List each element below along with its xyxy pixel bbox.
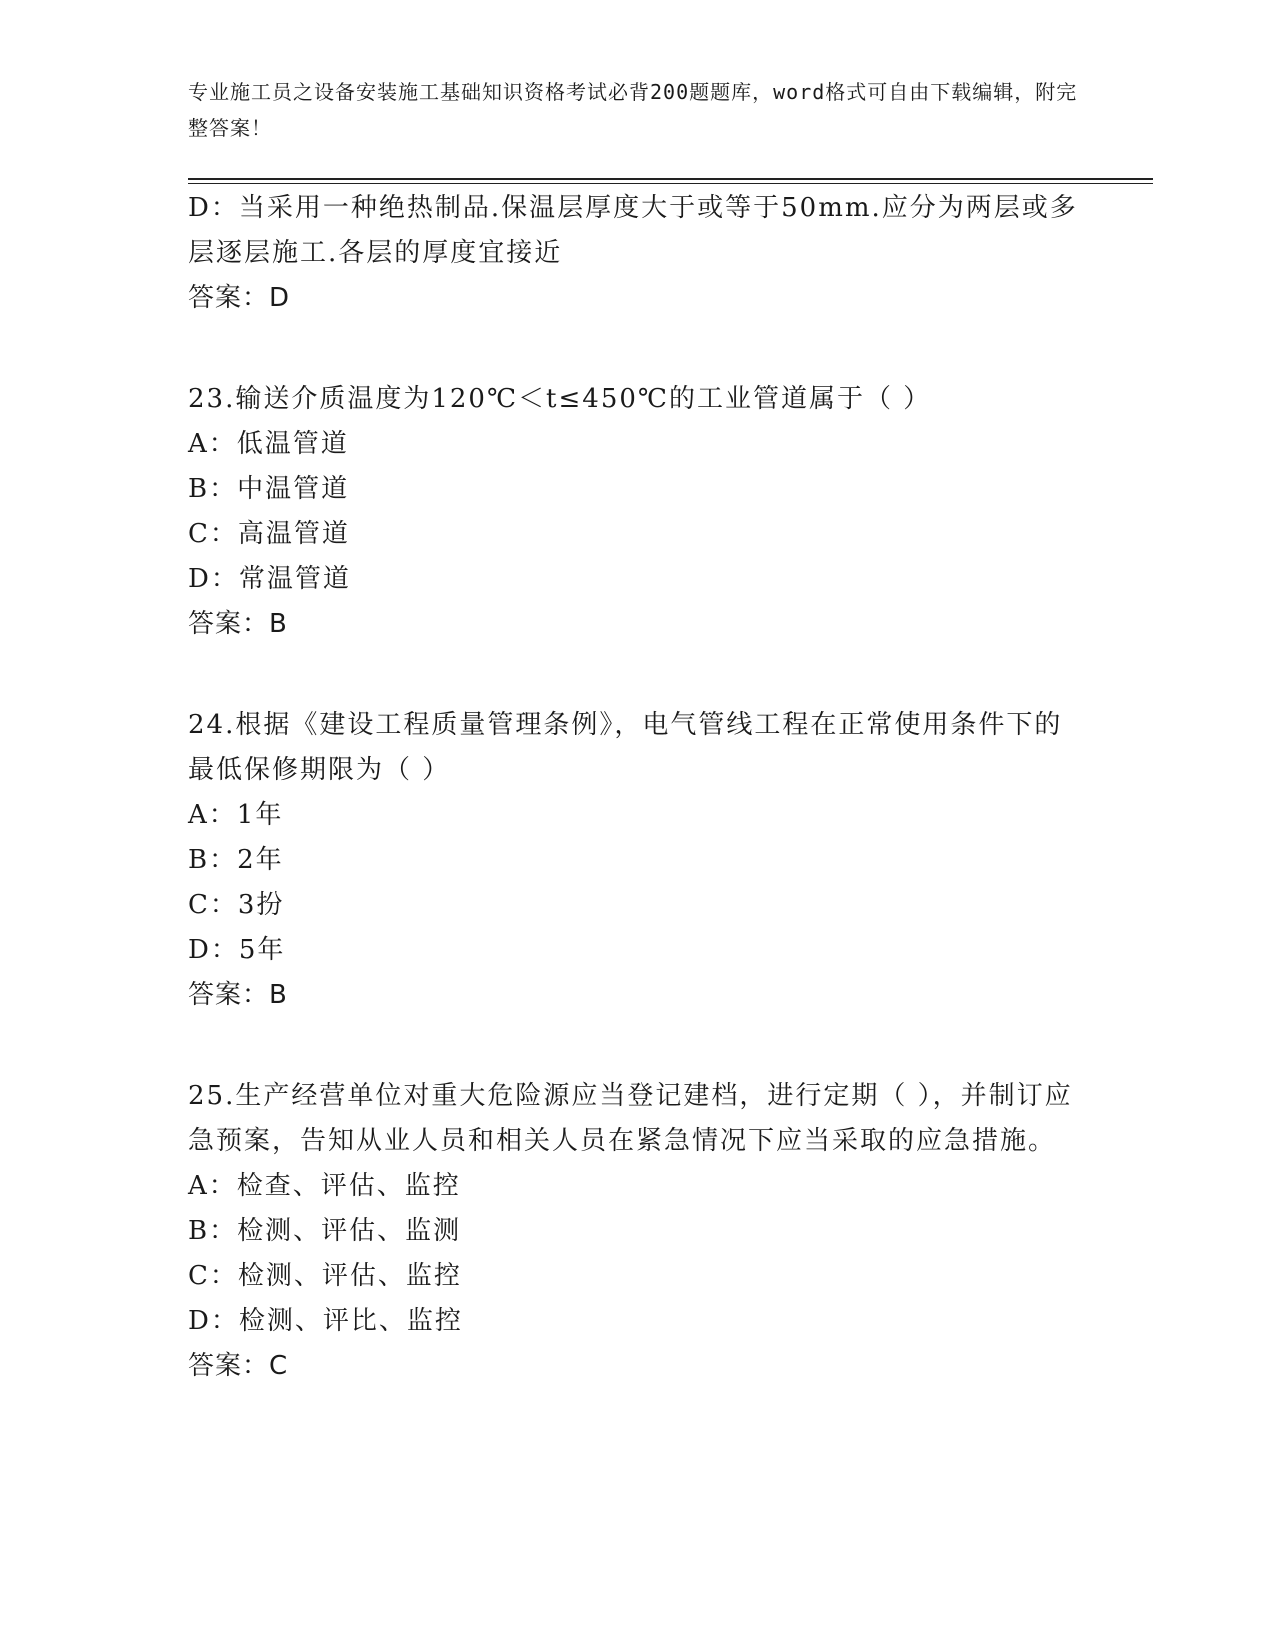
answer-label: 答案：D	[188, 283, 291, 313]
option-c: C：3扮	[188, 890, 285, 920]
question-text: 25.生产经营单位对重大危险源应当登记建档，进行定期（ ），并制订应急预案，告知从业人员和相关人员在紧急情况下应当采取的应急措施。	[188, 1081, 1073, 1156]
answer-label: 答案：B	[188, 609, 288, 639]
question-25	[188, 1074, 1088, 1389]
option-d: D：5年	[188, 935, 286, 965]
question-text: 24.根据《建设工程质量管理条例》，电气管线工程在正常使用条件下的最低保修期限为（ ）	[188, 710, 1063, 785]
answer-label: 答案：C	[188, 1351, 289, 1381]
document-header: 专业施工员之设备安装施工基础知识资格考试必背200题题库，word格式可自由下载编辑，附完整答案！	[188, 80, 1078, 140]
question-23	[188, 377, 1088, 647]
option-a: A：检查、评估、监控	[188, 1171, 461, 1201]
option-b: B：检测、评估、监测	[188, 1216, 462, 1246]
option-b: B：中温管道	[188, 474, 350, 504]
option-c: C：高温管道	[188, 519, 350, 549]
question-22-tail	[188, 186, 1088, 321]
option-a: A：低温管道	[188, 429, 349, 459]
option-b: B：2年	[188, 845, 284, 875]
answer-label: 答案：B	[188, 980, 288, 1010]
option-c: C：检测、评估、监控	[188, 1261, 462, 1291]
option-d: D：常温管道	[188, 564, 351, 594]
option-a: A：1年	[188, 800, 284, 830]
header-rule-thin	[188, 183, 1153, 184]
question-text: 23.输送介质温度为120℃＜t≤450℃的工业管道属于（ ）	[188, 384, 932, 414]
header-rule-thick	[188, 178, 1153, 180]
question-list	[188, 186, 1088, 1389]
option-d: D：检测、评比、监控	[188, 1306, 463, 1336]
option-d: D：当采用一种绝热制品.保温层厚度大于或等于50mm.应分为两层或多层逐层施工.各层的厚度宜接近	[188, 193, 1078, 268]
question-24	[188, 703, 1088, 1018]
